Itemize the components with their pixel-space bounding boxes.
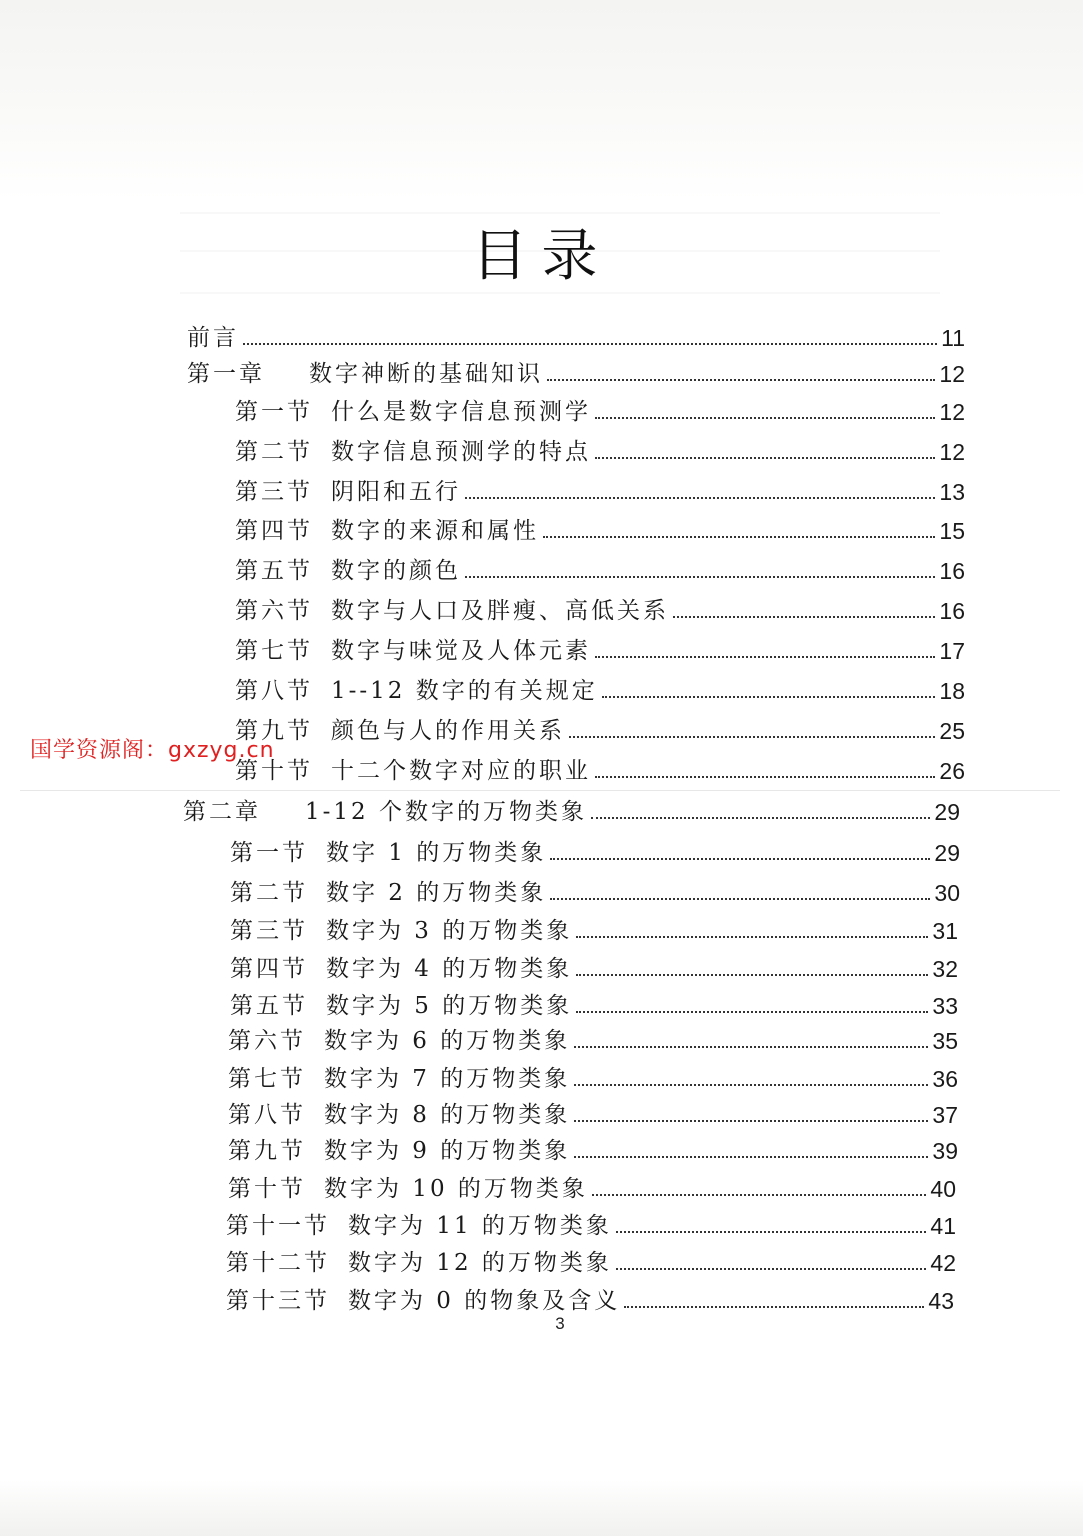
toc-section-number: 第一节 (230, 840, 308, 866)
toc-entry-label (228, 1065, 570, 1093)
scan-divider-line (20, 790, 1060, 791)
toc-heading: 十二个数字对应的职业 (331, 758, 591, 784)
toc-heading: 什么是数字信息预测学 (331, 399, 591, 425)
toc-entry[interactable] (228, 1131, 958, 1165)
toc-entry[interactable] (230, 986, 958, 1020)
toc-page-number: 29 (934, 840, 960, 866)
toc-heading: 数字为 9 的万物类象 (324, 1138, 571, 1164)
toc-page-number: 12 (939, 361, 965, 387)
toc-dot-leader (574, 1044, 928, 1048)
toc-page-number: 36 (932, 1066, 958, 1092)
toc-section-number: 第三节 (235, 479, 313, 505)
toc-heading: 数字为 10 的万物类象 (324, 1176, 588, 1202)
toc-dot-leader (576, 972, 928, 976)
toc-dot-leader (576, 934, 928, 938)
toc-page-number: 11 (941, 325, 965, 351)
toc-dot-leader (591, 815, 930, 819)
toc-heading: 数字为 0 的物象及含义 (348, 1288, 621, 1314)
toc-section-number: 第二章 (183, 799, 261, 825)
toc-dot-leader (616, 1229, 927, 1233)
toc-page-number: 32 (932, 956, 958, 982)
toc-entry-label (235, 398, 591, 426)
toc-entry[interactable] (228, 1095, 958, 1129)
toc-dot-leader (574, 1118, 928, 1122)
toc-heading: 数字的来源和属性 (331, 518, 539, 544)
toc-heading: 数字为 11 的万物类象 (348, 1213, 612, 1239)
toc-section-number: 第一节 (235, 399, 313, 425)
toc-section-number: 第六节 (228, 1028, 306, 1054)
toc-entry-label (230, 839, 546, 867)
toc-dot-leader (616, 1266, 927, 1270)
toc-dot-leader (602, 694, 936, 698)
toc-section-number: 第十节 (235, 758, 313, 784)
toc-dot-leader (550, 896, 930, 900)
toc-dot-leader (576, 1009, 928, 1013)
toc-page-number: 16 (939, 558, 965, 584)
toc-entry[interactable] (235, 671, 965, 705)
toc-heading: 数字为 6 的万物类象 (324, 1028, 571, 1054)
toc-section-number: 第一章 (187, 361, 265, 387)
toc-page-number: 29 (934, 799, 960, 825)
toc-entry[interactable] (235, 551, 965, 585)
toc-dot-leader (624, 1304, 924, 1308)
toc-entry[interactable] (228, 1021, 958, 1055)
page-title: 目录 (471, 224, 612, 289)
toc-heading: 数字为 8 的万物类象 (324, 1102, 571, 1128)
toc-page-number: 39 (932, 1138, 958, 1164)
toc-dot-leader (547, 377, 935, 381)
toc-entry-label (235, 757, 591, 785)
toc-dot-leader (550, 856, 930, 860)
toc-dot-leader (243, 341, 937, 345)
toc-entry[interactable] (226, 1206, 956, 1240)
toc-heading: 数字 2 的万物类象 (326, 880, 547, 906)
toc-page-number: 12 (939, 439, 965, 465)
toc-page-number: 40 (930, 1176, 956, 1202)
toc-entry[interactable] (235, 432, 965, 466)
toc-entry-label (230, 917, 572, 945)
toc-entry-label (235, 717, 565, 745)
toc-page-number: 37 (932, 1102, 958, 1128)
toc-section-number: 第十一节 (226, 1213, 330, 1239)
toc-heading: 数字为 4 的万物类象 (326, 956, 573, 982)
toc-page-number: 13 (939, 479, 965, 505)
toc-page-number: 43 (928, 1288, 954, 1314)
toc-entry[interactable] (228, 1169, 956, 1203)
toc-entry[interactable] (235, 511, 965, 545)
toc-entry[interactable] (230, 873, 960, 907)
toc-dot-leader (543, 534, 935, 538)
toc-entry[interactable] (187, 354, 965, 388)
toc-section-number: 前言 (187, 325, 239, 351)
toc-entry[interactable] (187, 318, 965, 352)
toc-dot-leader (595, 415, 935, 419)
toc-page-number: 30 (934, 880, 960, 906)
toc-entry-label (230, 879, 546, 907)
toc-page-number: 42 (930, 1250, 956, 1276)
toc-heading: 1--12 数字的有关规定 (331, 678, 598, 704)
toc-entry-label (230, 992, 572, 1020)
toc-entry-label (226, 1249, 612, 1277)
toc-dot-leader (595, 455, 935, 459)
toc-heading: 数字与人口及胖瘦、高低关系 (331, 598, 669, 624)
toc-section-number: 第六节 (235, 598, 313, 624)
toc-entry[interactable] (235, 392, 965, 426)
toc-heading: 数字为 3 的万物类象 (326, 918, 573, 944)
toc-page-number: 12 (939, 399, 965, 425)
toc-dot-leader (595, 774, 935, 778)
toc-section-number: 第十三节 (226, 1288, 330, 1314)
toc-entry-label (226, 1287, 620, 1315)
toc-section-number: 第七节 (228, 1066, 306, 1092)
toc-dot-leader (465, 495, 935, 499)
toc-entry[interactable] (235, 591, 965, 625)
toc-entry[interactable] (235, 472, 965, 506)
toc-entry-label (226, 1212, 612, 1240)
toc-entry[interactable] (230, 911, 958, 945)
toc-section-number: 第七节 (235, 638, 313, 664)
toc-dot-leader (569, 734, 935, 738)
toc-section-number: 第十二节 (226, 1250, 330, 1276)
toc-entry-label (228, 1027, 570, 1055)
toc-dot-leader (465, 574, 935, 578)
toc-section-number: 第八节 (228, 1102, 306, 1128)
toc-page-number: 35 (932, 1028, 958, 1054)
toc-heading: 数字为 12 的万物类象 (348, 1250, 612, 1276)
toc-entry-label (183, 798, 587, 826)
toc-entry-label (235, 677, 598, 705)
toc-section-number: 第四节 (230, 956, 308, 982)
toc-entry[interactable] (230, 949, 958, 983)
toc-entry-label (187, 360, 543, 388)
toc-entry[interactable] (235, 711, 965, 745)
toc-heading: 数字为 5 的万物类象 (326, 993, 573, 1019)
toc-page-number: 31 (932, 918, 958, 944)
toc-heading: 数字神断的基础知识 (309, 361, 543, 387)
toc-page-number: 16 (939, 598, 965, 624)
toc-section-number: 第九节 (235, 718, 313, 744)
toc-heading: 颜色与人的作用关系 (331, 718, 565, 744)
toc-heading: 数字与味觉及人体元素 (331, 638, 591, 664)
toc-section-number: 第九节 (228, 1138, 306, 1164)
toc-dot-leader (592, 1192, 927, 1196)
toc-section-number: 第四节 (235, 518, 313, 544)
toc-heading: 数字 1 的万物类象 (326, 840, 547, 866)
watermark-text: 国学资源阁：gxzyg.cn (30, 738, 275, 763)
toc-entry-label (230, 955, 572, 983)
toc-page-number: 18 (939, 678, 965, 704)
page-number: 3 (555, 1314, 565, 1333)
toc-entry-label (235, 438, 591, 466)
toc-page-number: 17 (939, 638, 965, 664)
toc-dot-leader (574, 1082, 928, 1086)
toc-entry-label (235, 517, 539, 545)
toc-section-number: 第十节 (228, 1176, 306, 1202)
toc-heading: 数字为 7 的万物类象 (324, 1066, 571, 1092)
toc-heading: 数字的颜色 (331, 558, 461, 584)
toc-page-number: 26 (939, 758, 965, 784)
toc-section-number: 第二节 (235, 439, 313, 465)
toc-page-number: 15 (939, 518, 965, 544)
toc-entry[interactable] (230, 833, 960, 867)
toc-entry-label (187, 324, 239, 352)
toc-entry[interactable] (235, 631, 965, 665)
toc-section-number: 第二节 (230, 880, 308, 906)
toc-dot-leader (673, 614, 935, 618)
toc-entry-label (235, 478, 461, 506)
toc-entry[interactable] (226, 1281, 954, 1315)
toc-entry-label (235, 557, 461, 585)
toc-section-number: 第八节 (235, 678, 313, 704)
toc-dot-leader (574, 1154, 928, 1158)
toc-section-number: 第五节 (230, 993, 308, 1019)
toc-heading: 阴阳和五行 (331, 479, 461, 505)
toc-entry[interactable] (228, 1059, 958, 1093)
toc-entry[interactable] (183, 792, 960, 826)
toc-heading: 1-12 个数字的万物类象 (305, 799, 587, 825)
toc-entry-label (228, 1137, 570, 1165)
toc-entry[interactable] (235, 751, 965, 785)
toc-section-number: 第三节 (230, 918, 308, 944)
toc-entry-label (235, 637, 591, 665)
toc-entry-label (228, 1101, 570, 1129)
toc-page-number: 41 (930, 1213, 956, 1239)
toc-heading: 数字信息预测学的特点 (331, 439, 591, 465)
toc-dot-leader (595, 654, 935, 658)
toc-page-number: 33 (932, 993, 958, 1019)
toc-entry-label (228, 1175, 588, 1203)
toc-section-number: 第五节 (235, 558, 313, 584)
toc-page-number: 25 (939, 718, 965, 744)
toc-entry[interactable] (226, 1243, 956, 1277)
toc-entry-label (235, 597, 669, 625)
bleed-through-line (180, 292, 940, 294)
